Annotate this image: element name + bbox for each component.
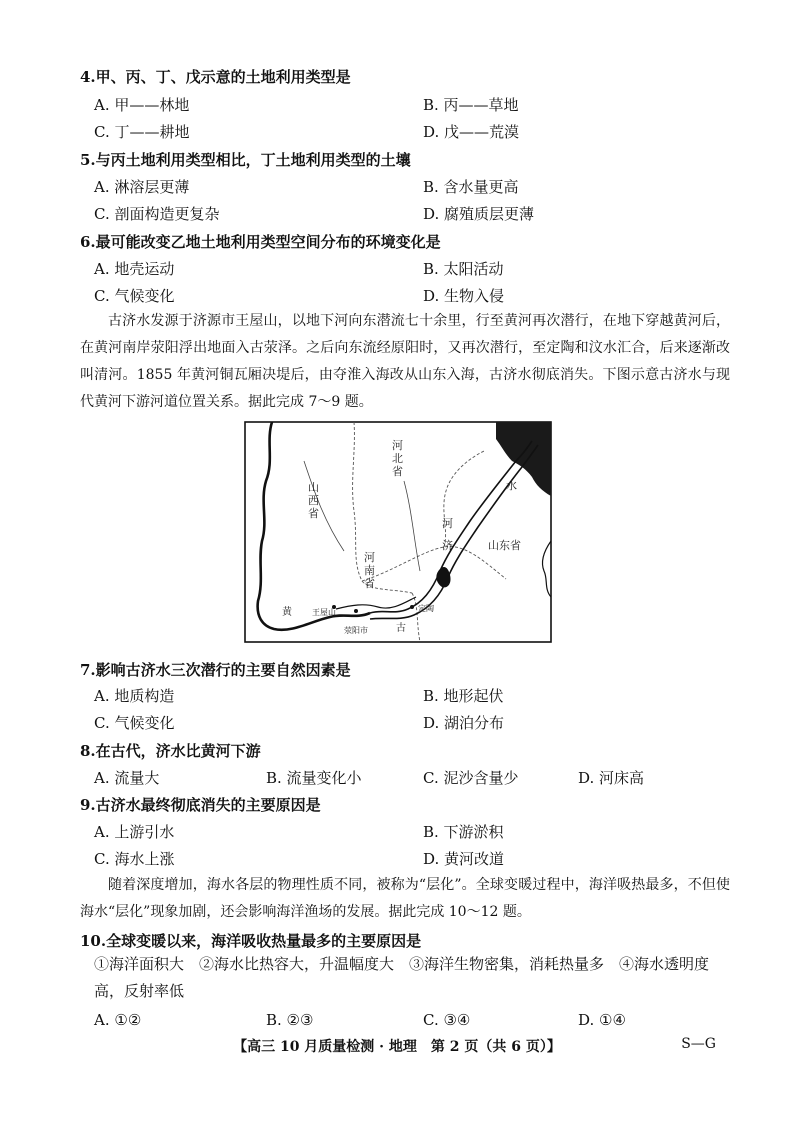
label-xingyang: 荥阳市	[344, 626, 368, 635]
q7-stem: 7.影响古济水三次潜行的主要自然因素是	[80, 661, 351, 679]
q10-statements: ①海洋面积大 ②海水比热容大，升温幅度大 ③海洋生物密集，消耗热量多 ④海水透明度高，反射率低	[94, 955, 710, 1000]
label-shanxi-1: 山	[308, 481, 319, 494]
ji-river-map	[244, 421, 552, 643]
q8-option-a: A. 流量大	[94, 769, 160, 787]
q5-stem: 5.与丙土地利用类型相比，丁土地利用类型的土壤	[80, 151, 411, 169]
q4-option-d: D. 戊——荒漠	[423, 123, 520, 141]
label-hebei-2: 北	[392, 452, 403, 465]
q10-stem: 10.全球变暖以来，海洋吸收热量最多的主要原因是	[80, 932, 422, 950]
label-shandong: 山东省	[488, 539, 521, 552]
q7-option-b: B. 地形起伏	[423, 687, 504, 705]
q8-option-b: B. 流量变化小	[266, 769, 362, 787]
label-he: 河	[442, 517, 453, 530]
q5-option-a: A. 淋溶层更薄	[94, 178, 190, 196]
xingyang-dot	[354, 609, 358, 613]
label-shanxi-3: 省	[308, 507, 319, 520]
q8-option-d: D. 河床高	[578, 769, 645, 787]
dingtao-dot	[410, 605, 414, 609]
passage-ocean-stratification: 随着深度增加，海水各层的物理性质不同，被称为“层化”。全球变暖过程中，海洋吸热最多，不但使海水“层化”现象加剧，还会影响海洋渔场的发展。据此完成 10～12 题。	[80, 877, 730, 920]
q9-option-a: A. 上游引水	[94, 823, 175, 841]
q4-option-a: A. 甲——林地	[94, 96, 190, 114]
q5-option-d: D. 腐殖质层更薄	[423, 205, 535, 223]
q8-option-c: C. 泥沙含量少	[423, 769, 519, 787]
label-dingtao: 定陶	[418, 604, 434, 613]
label-wangwu: 王屋山	[312, 608, 336, 617]
label-shanxi-2: 西	[308, 494, 319, 507]
label-ji: 济	[442, 539, 453, 552]
passage-ji-river: 古济水发源于济源市王屋山，以地下河向东潜流七十余里，行至黄河再次潜行，在地下穿越黄河后，在黄河南岸荥阳浮出地面入古荥泽。之后向东流经原阳时，又再次潜行，至定陶和汶水汇合，后来逐渐改叫清河。1855 年黄河铜瓦厢决堤后，由夺淮入海改从山东入海，古济水彻底消失。下图示意古济水与现代黄河下游河道位置关系。据此完成 7～9 题。	[80, 313, 730, 410]
q9-option-c: C. 海水上涨	[94, 850, 175, 868]
q6-stem: 6.最可能改变乙地土地利用类型空间分布的环境变化是	[80, 233, 441, 251]
q6-option-d: D. 生物入侵	[423, 287, 505, 305]
q8-stem: 8.在古代，济水比黄河下游	[80, 742, 261, 760]
label-gu: 古	[396, 623, 406, 634]
footer-code: S—G	[681, 1036, 716, 1052]
label-henan-1: 河	[364, 551, 375, 564]
q7-option-c: C. 气候变化	[94, 714, 175, 732]
q9-stem: 9.古济水最终彻底消失的主要原因是	[80, 796, 321, 814]
q10-option-d: D. ①④	[578, 1011, 626, 1029]
q4-option-c: C. 丁——耕地	[94, 123, 190, 141]
q6-option-b: B. 太阳活动	[423, 260, 504, 278]
label-henan-3: 省	[364, 577, 375, 590]
q4-stem: 4.甲、丙、丁、戊示意的土地利用类型是	[80, 68, 351, 86]
label-hebei-1: 河	[392, 439, 403, 452]
q4-option-b: B. 丙——草地	[423, 96, 519, 114]
q6-option-a: A. 地壳运动	[94, 260, 175, 278]
label-henan-2: 南	[364, 564, 375, 577]
q9-option-b: B. 下游淤积	[423, 823, 504, 841]
label-huang: 黄	[282, 607, 292, 618]
label-shui: 水	[506, 479, 517, 492]
q9-option-d: D. 黄河改道	[423, 850, 505, 868]
label-hebei-3: 省	[392, 465, 403, 478]
footer-title: 【高三 10 月质量检测 · 地理 第 2 页（共 6 页）】	[233, 1039, 561, 1055]
q7-option-d: D. 湖泊分布	[423, 714, 505, 732]
q10-option-c: C. ③④	[423, 1011, 471, 1029]
q6-option-c: C. 气候变化	[94, 287, 175, 305]
q10-option-b: B. ②③	[266, 1011, 314, 1029]
q10-option-a: A. ①②	[94, 1011, 142, 1029]
q7-option-a: A. 地质构造	[94, 687, 175, 705]
q5-option-b: B. 含水量更高	[423, 178, 519, 196]
q5-option-c: C. 剖面构造更复杂	[94, 205, 220, 223]
